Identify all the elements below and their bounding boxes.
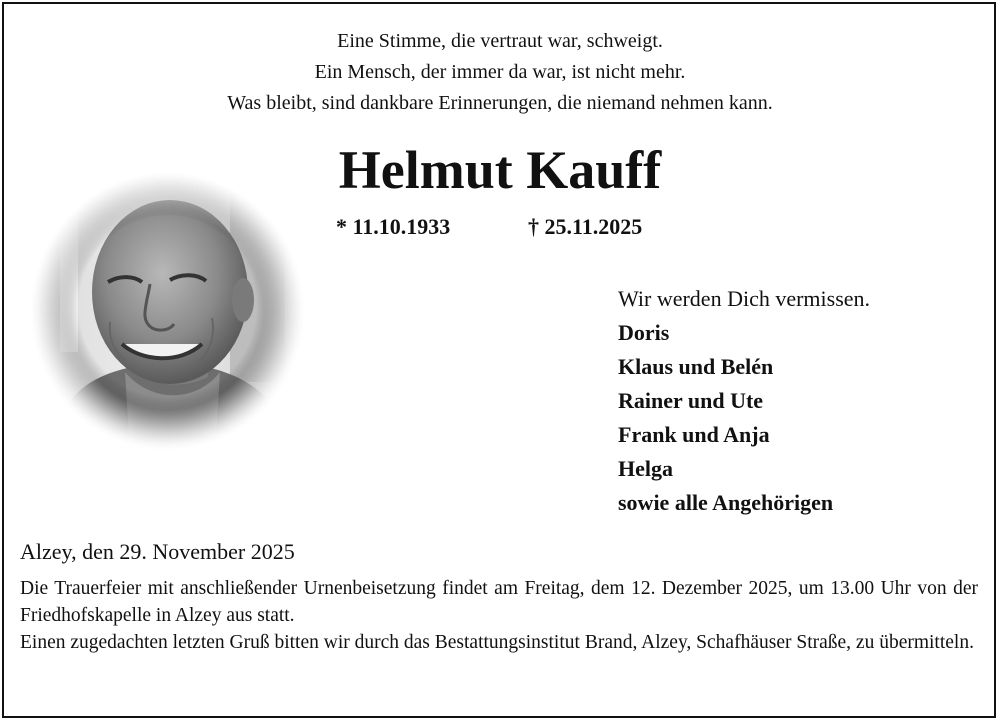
mourner-name: Rainer und Ute xyxy=(618,388,764,413)
poem-line: Eine Stimme, die vertraut war, schweigt. xyxy=(337,30,663,52)
portrait-photo xyxy=(30,172,305,452)
poem xyxy=(0,26,1000,119)
mourners-intro: Wir werden Dich vermissen. xyxy=(618,286,871,311)
mourner-name: Klaus und Belén xyxy=(618,354,774,379)
poem-line: Ein Mensch, der immer da war, ist nicht mehr. xyxy=(314,61,686,83)
mourners-block xyxy=(618,282,870,520)
death-date: † 25.11.2025 xyxy=(528,214,643,239)
mourner-name: Frank und Anja xyxy=(618,422,770,447)
mourner-name: sowie alle Angehörigen xyxy=(618,490,834,515)
funeral-info xyxy=(20,575,978,656)
birth-date: * 11.10.1933 xyxy=(336,214,451,239)
mourner-name: Doris xyxy=(618,320,670,345)
place-date: Alzey, den 29. November 2025 xyxy=(20,539,295,564)
funeral-service-text: Die Trauerfeier mit anschließender Urnenbeisetzung findet am Freitag, dem 12. Dezember 2025, um 13.00 Uhr von der Friedhofskapelle in Alzey aus statt. xyxy=(20,578,978,626)
mourner-name: Helga xyxy=(618,456,673,481)
condolence-text: Einen zugedachten letzten Gruß bitten wir durch das Bestattungsinstitut Brand, Alzey, Schafhäuser Straße, zu übermitteln. xyxy=(20,632,974,653)
deceased-name: Helmut Kauff xyxy=(338,140,662,200)
poem-line: Was bleibt, sind dankbare Erinnerungen, die niemand nehmen kann. xyxy=(227,92,773,114)
